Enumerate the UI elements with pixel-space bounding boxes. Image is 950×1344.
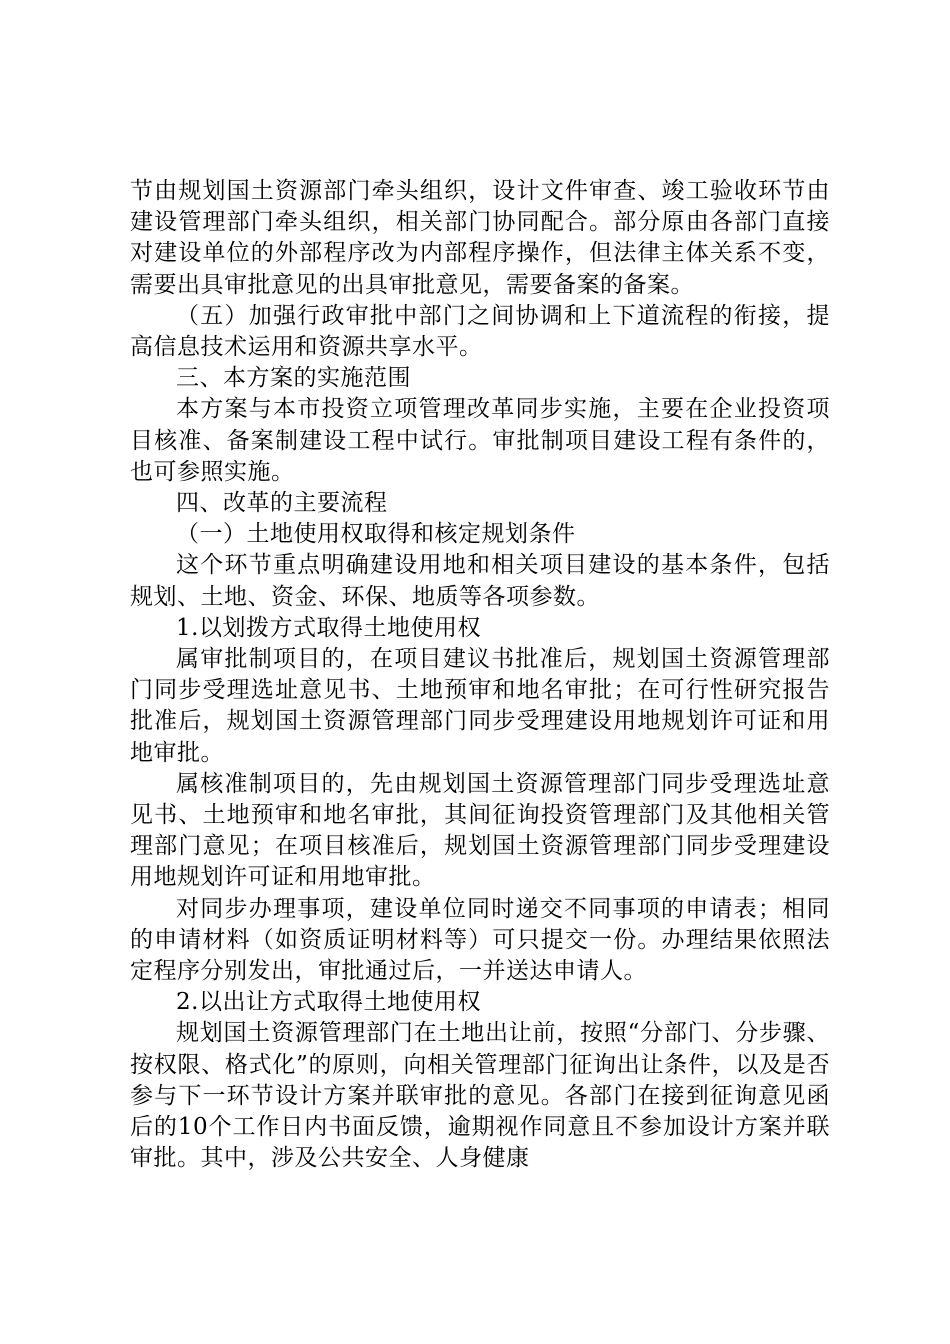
- paragraph-continuation: 节由规划国土资源部门牵头组织，设计文件审查、竣工验收环节由建设管理部门牵头组织，相关部门协同配合。部分原由各部门直接对建设单位的外部程序改为内部程序操作，但法律主体关系不变，需要出具审批意见的出具审批意见，需要备案的备案。: [130, 178, 830, 298]
- section-heading-scope: 三、本方案的实施范围: [176, 365, 411, 392]
- document-page: [130, 176, 830, 1175]
- paragraph-approval-projects: 属审批制项目的，在项目建议书批准后，规划国土资源管理部门同步受理选址意见书、土地预审和地名审批；在可行性研究报告批准后，规划国土资源管理部门同步受理建设用地规划许可证和用地审批。: [130, 646, 830, 766]
- subheading-land-use: （一）土地使用权取得和核定规划条件: [176, 521, 576, 548]
- paragraph-item-five: （五）加强行政审批中部门之间协调和上下道流程的衔接，提高信息技术运用和资源共享水平。: [130, 302, 830, 361]
- paragraph-synchronous-handling: 对同步办理事项，建设单位同时递交不同事项的申请表；相同的申请材料（如资质证明材料等）可只提交一份。办理结果依照法定程序分别发出，审批通过后，一并送达申请人。: [130, 895, 830, 985]
- paragraph-land-use-intro: 这个环节重点明确建设用地和相关项目建设的基本条件，包括规划、土地、资金、环保、地质等各项参数。: [130, 552, 830, 610]
- section-heading-process: 四、改革的主要流程: [176, 490, 388, 517]
- paragraph-scope: 本方案与本市投资立项管理改革同步实施，主要在企业投资项目核准、备案制建设工程中试行。审批制项目建设工程有条件的，也可参照实施。: [130, 396, 830, 485]
- paragraph-verification-projects: 属核准制项目的，先由规划国土资源管理部门同步受理选址意见书、土地预审和地名审批，其间征询投资管理部门及其他相关管理部门意见；在项目核准后，规划国土资源管理部门同步受理建设用地规划许可证和用地审批。: [130, 770, 830, 891]
- paragraph-transfer-process: 规划国土资源管理部门在土地出让前，按照“分部门、分步骤、按权限、格式化”的原则，向相关管理部门征询出让条件，以及是否参与下一环节设计方案并联审批的意见。各部门在接到征询意见函后的10个工作日内书面反馈，逾期视作同意且不参加设计方案并联审批。其中，涉及公共安全、人身健康: [130, 1020, 830, 1172]
- subheading-transfer: 2.以出让方式取得土地使用权: [176, 989, 481, 1016]
- subheading-allocation: 1.以划拨方式取得土地使用权: [176, 614, 481, 641]
